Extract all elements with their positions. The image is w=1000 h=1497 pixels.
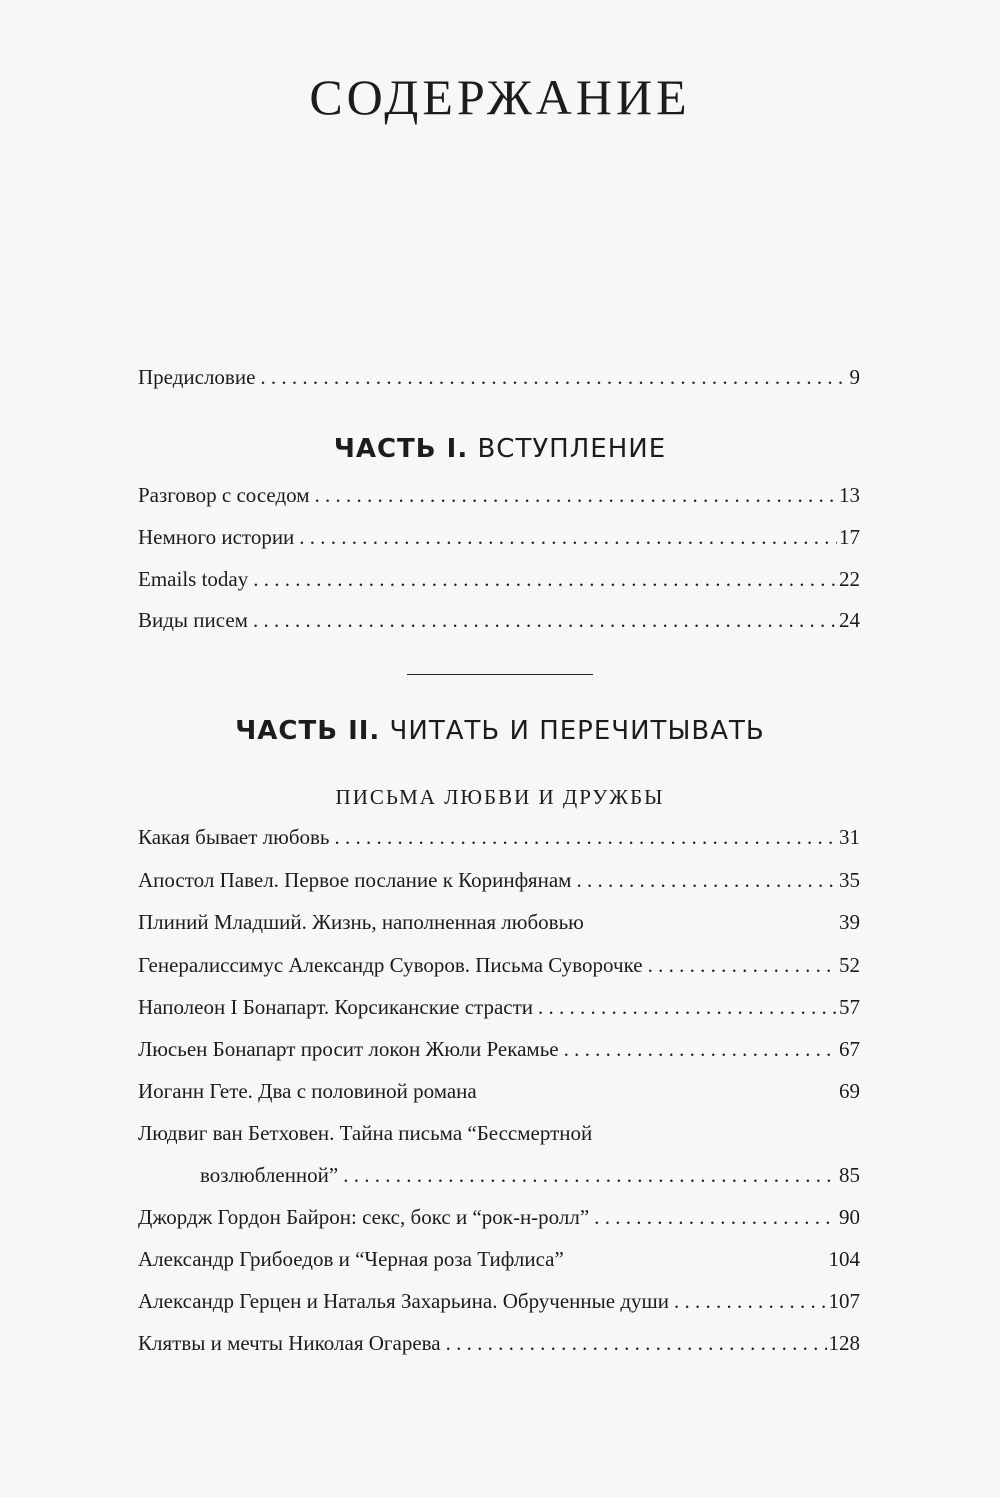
toc-entry-page: 35 bbox=[839, 868, 860, 892]
dot-leader bbox=[253, 607, 837, 633]
toc-entry[interactable] bbox=[138, 994, 860, 1020]
toc-entry-page: 39 bbox=[839, 910, 860, 934]
toc-entry-page: 22 bbox=[839, 567, 860, 591]
toc-entry-page: 85 bbox=[839, 1163, 860, 1187]
dot-leader bbox=[576, 867, 837, 893]
toc-entry[interactable] bbox=[138, 1246, 860, 1272]
toc-entry[interactable] bbox=[138, 1330, 860, 1356]
toc-entry-label: возлюбленной” bbox=[200, 1163, 339, 1187]
toc-entry[interactable] bbox=[138, 1288, 860, 1314]
toc-entry-preface[interactable] bbox=[138, 364, 860, 390]
toc-entry[interactable] bbox=[138, 824, 860, 850]
dot-leader bbox=[648, 952, 837, 978]
toc-entry-page: 104 bbox=[828, 1247, 860, 1271]
dot-leader bbox=[564, 1036, 837, 1062]
toc-entry-label: Иоганн Гете. Два с половиной романа bbox=[138, 1079, 477, 1103]
toc-entry[interactable] bbox=[138, 524, 860, 550]
toc-entry[interactable] bbox=[138, 482, 860, 508]
dot-leader bbox=[335, 824, 837, 850]
part-number: ЧАСТЬ II. bbox=[235, 716, 381, 746]
toc-entry-page: 128 bbox=[828, 1331, 860, 1355]
dot-leader bbox=[343, 1162, 837, 1188]
dot-leader bbox=[538, 994, 837, 1020]
toc-entry-label: Апостол Павел. Первое послание к Коринфянам bbox=[138, 868, 572, 892]
toc-entry-page: 67 bbox=[839, 1037, 860, 1061]
toc-entry-page: 90 bbox=[839, 1205, 860, 1229]
toc-entry-label: Виды писем bbox=[138, 608, 248, 632]
page-title: СОДЕРЖАНИЕ bbox=[309, 69, 691, 125]
dot-leader bbox=[260, 364, 847, 390]
toc-entry-label: Александр Герцен и Наталья Захарьина. Обрученные души bbox=[138, 1289, 669, 1313]
part-title: ВСТУПЛЕНИЕ bbox=[468, 434, 667, 464]
toc-entry-continuation[interactable] bbox=[200, 1162, 860, 1188]
dot-leader bbox=[594, 1204, 837, 1230]
toc-entry-page: 31 bbox=[839, 825, 860, 849]
dot-leader bbox=[253, 566, 837, 592]
toc-entry-page: 17 bbox=[839, 525, 860, 549]
toc-entry[interactable] bbox=[138, 1036, 860, 1062]
dot-leader bbox=[299, 524, 837, 550]
toc-entry[interactable] bbox=[138, 952, 860, 978]
toc-entry-label: Люсьен Бонапарт просит локон Жюли Рекамье bbox=[138, 1037, 559, 1061]
toc-entry-page: 24 bbox=[839, 608, 860, 632]
dot-leader bbox=[315, 482, 837, 508]
toc-entry-label: Клятвы и мечты Николая Огарева bbox=[138, 1331, 441, 1355]
toc-entry[interactable] bbox=[138, 1078, 860, 1104]
toc-entry-first-line[interactable] bbox=[138, 1120, 592, 1146]
part-1-heading bbox=[0, 434, 1000, 464]
toc-entry-page: 107 bbox=[828, 1289, 860, 1313]
part-number: ЧАСТЬ I. bbox=[333, 434, 469, 464]
toc-entry[interactable] bbox=[138, 607, 860, 633]
toc-entry-label: Людвиг ван Бетховен. Тайна письма “Бессмертной bbox=[138, 1121, 593, 1145]
toc-entry[interactable] bbox=[138, 566, 860, 592]
dot-leader bbox=[674, 1288, 827, 1314]
part-title: ЧИТАТЬ И ПЕРЕЧИТЫВАТЬ bbox=[380, 716, 765, 746]
divider bbox=[407, 674, 593, 675]
section-heading: ПИСЬМА ЛЮБВИ И ДРУЖБЫ bbox=[335, 785, 665, 809]
toc-entry-page: 57 bbox=[839, 995, 860, 1019]
toc-entry-label: Плиний Младший. Жизнь, наполненная любовью bbox=[138, 910, 584, 934]
part-2-heading bbox=[0, 716, 1000, 746]
toc-entry-label: Александр Грибоедов и “Черная роза Тифлиса” bbox=[138, 1247, 564, 1271]
toc-entry-label: Немного истории bbox=[138, 525, 295, 549]
toc-entry-label: Наполеон I Бонапарт. Корсиканские страсти bbox=[138, 995, 534, 1019]
toc-entry[interactable] bbox=[138, 1204, 860, 1230]
toc-entry-label: Генералиссимус Александр Суворов. Письма Суворочке bbox=[138, 953, 643, 977]
toc-entry-label: Джордж Гордон Байрон: секс, бокс и “рок-н-ролл” bbox=[138, 1205, 590, 1229]
toc-entry-page: 13 bbox=[839, 483, 860, 507]
toc-entry-label: Какая бывает любовь bbox=[138, 825, 330, 849]
toc-entry-label: Emails today bbox=[138, 567, 249, 591]
toc-entry-label: Разговор с соседом bbox=[138, 483, 310, 507]
toc-entry-label: Предисловие bbox=[138, 365, 256, 389]
toc-entry[interactable] bbox=[138, 909, 860, 935]
toc-entry-page: 9 bbox=[849, 365, 860, 389]
toc-entry-page: 69 bbox=[839, 1079, 860, 1103]
toc-entry-page: 52 bbox=[839, 953, 860, 977]
toc-entry[interactable] bbox=[138, 867, 860, 893]
dot-leader bbox=[446, 1330, 827, 1356]
